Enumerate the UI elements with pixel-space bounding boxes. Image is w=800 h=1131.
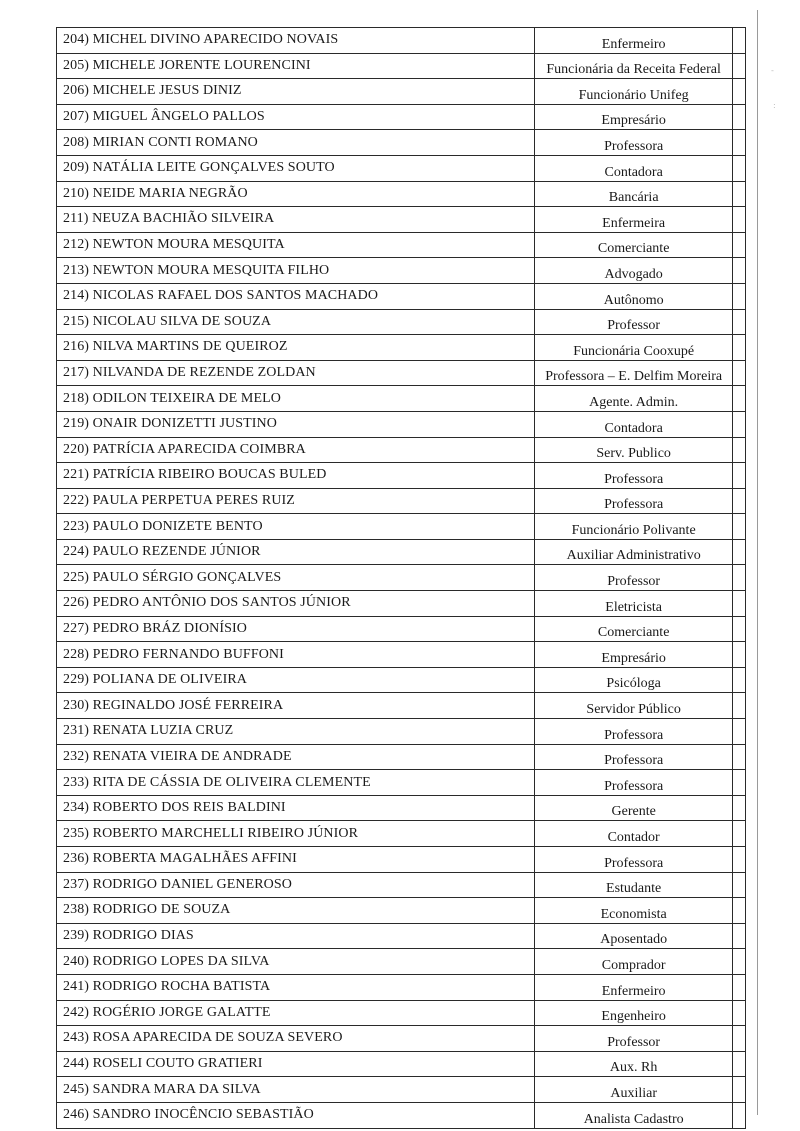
table-row bbox=[57, 667, 746, 693]
member-occupation-cell: Professor bbox=[535, 309, 733, 335]
table-row bbox=[57, 488, 746, 514]
member-name-cell: 215) NICOLAU SILVA DE SOUZA bbox=[57, 309, 535, 335]
empty-cell bbox=[732, 335, 745, 361]
member-occupation-cell: Enfermeiro bbox=[535, 974, 733, 1000]
empty-cell bbox=[732, 923, 745, 949]
empty-cell bbox=[732, 1102, 745, 1128]
member-name-cell: 224) PAULO REZENDE JÚNIOR bbox=[57, 539, 535, 565]
member-name-cell: 213) NEWTON MOURA MESQUITA FILHO bbox=[57, 258, 535, 284]
table-row bbox=[57, 283, 746, 309]
table-row bbox=[57, 386, 746, 412]
member-name-cell: 232) RENATA VIEIRA DE ANDRADE bbox=[57, 744, 535, 770]
member-name-cell: 236) ROBERTA MAGALHÃES AFFINI bbox=[57, 847, 535, 873]
empty-cell bbox=[732, 1000, 745, 1026]
member-occupation-cell: Professora bbox=[535, 488, 733, 514]
member-occupation-cell: Comprador bbox=[535, 949, 733, 975]
table-row bbox=[57, 28, 746, 54]
table-row bbox=[57, 923, 746, 949]
empty-cell bbox=[732, 155, 745, 181]
member-occupation-cell: Estudante bbox=[535, 872, 733, 898]
empty-cell bbox=[732, 1077, 745, 1103]
table-row bbox=[57, 1077, 746, 1103]
member-name-cell: 211) NEUZA BACHIÃO SILVEIRA bbox=[57, 207, 535, 233]
table-row bbox=[57, 258, 746, 284]
member-name-cell: 208) MIRIAN CONTI ROMANO bbox=[57, 130, 535, 156]
table-row bbox=[57, 591, 746, 617]
empty-cell bbox=[732, 104, 745, 130]
member-occupation-cell: Contadora bbox=[535, 155, 733, 181]
empty-cell bbox=[732, 744, 745, 770]
table-row bbox=[57, 232, 746, 258]
member-occupation-cell: Servidor Público bbox=[535, 693, 733, 719]
table-row bbox=[57, 514, 746, 540]
member-name-cell: 240) RODRIGO LOPES DA SILVA bbox=[57, 949, 535, 975]
member-occupation-cell: Contador bbox=[535, 821, 733, 847]
table-row bbox=[57, 335, 746, 361]
member-name-cell: 229) POLIANA DE OLIVEIRA bbox=[57, 667, 535, 693]
member-name-cell: 244) ROSELI COUTO GRATIERI bbox=[57, 1051, 535, 1077]
empty-cell bbox=[732, 360, 745, 386]
member-name-cell: 207) MIGUEL ÂNGELO PALLOS bbox=[57, 104, 535, 130]
roster-body bbox=[57, 28, 746, 1129]
page-edge-line bbox=[757, 10, 758, 1115]
member-name-cell: 212) NEWTON MOURA MESQUITA bbox=[57, 232, 535, 258]
member-occupation-cell: Enfermeiro bbox=[535, 28, 733, 54]
empty-cell bbox=[732, 821, 745, 847]
empty-cell bbox=[732, 79, 745, 105]
member-name-cell: 210) NEIDE MARIA NEGRÃO bbox=[57, 181, 535, 207]
table-row bbox=[57, 1051, 746, 1077]
table-row bbox=[57, 847, 746, 873]
member-occupation-cell: Psicóloga bbox=[535, 667, 733, 693]
empty-cell bbox=[732, 719, 745, 745]
member-occupation-cell: Enfermeira bbox=[535, 207, 733, 233]
member-name-cell: 242) ROGÉRIO JORGE GALATTE bbox=[57, 1000, 535, 1026]
member-occupation-cell: Comerciante bbox=[535, 616, 733, 642]
member-occupation-cell: Aux. Rh bbox=[535, 1051, 733, 1077]
member-name-cell: 220) PATRÍCIA APARECIDA COIMBRA bbox=[57, 437, 535, 463]
empty-cell bbox=[732, 539, 745, 565]
member-occupation-cell: Professora bbox=[535, 130, 733, 156]
table-row bbox=[57, 207, 746, 233]
member-occupation-cell: Economista bbox=[535, 898, 733, 924]
member-name-cell: 206) MICHELE JESUS DINIZ bbox=[57, 79, 535, 105]
member-occupation-cell: Engenheiro bbox=[535, 1000, 733, 1026]
member-occupation-cell: Professora bbox=[535, 463, 733, 489]
member-occupation-cell: Contadora bbox=[535, 411, 733, 437]
member-name-cell: 235) ROBERTO MARCHELLI RIBEIRO JÚNIOR bbox=[57, 821, 535, 847]
member-occupation-cell: Professora – E. Delfim Moreira bbox=[535, 360, 733, 386]
member-occupation-cell: Aposentado bbox=[535, 923, 733, 949]
table-row bbox=[57, 411, 746, 437]
empty-cell bbox=[732, 437, 745, 463]
table-row bbox=[57, 155, 746, 181]
table-row bbox=[57, 360, 746, 386]
member-name-cell: 238) RODRIGO DE SOUZA bbox=[57, 898, 535, 924]
empty-cell bbox=[732, 847, 745, 873]
empty-cell bbox=[732, 693, 745, 719]
member-name-cell: 245) SANDRA MARA DA SILVA bbox=[57, 1077, 535, 1103]
table-row bbox=[57, 79, 746, 105]
member-occupation-cell: Professor bbox=[535, 1026, 733, 1052]
table-row bbox=[57, 130, 746, 156]
member-occupation-cell: Funcionária Cooxupé bbox=[535, 335, 733, 361]
member-occupation-cell: Autônomo bbox=[535, 283, 733, 309]
empty-cell bbox=[732, 616, 745, 642]
table-row bbox=[57, 616, 746, 642]
member-name-cell: 246) SANDRO INOCÊNCIO SEBASTIÃO bbox=[57, 1102, 535, 1128]
member-occupation-cell: Professora bbox=[535, 770, 733, 796]
table-row bbox=[57, 949, 746, 975]
member-name-cell: 237) RODRIGO DANIEL GENEROSO bbox=[57, 872, 535, 898]
member-occupation-cell: Funcionário Polivante bbox=[535, 514, 733, 540]
empty-cell bbox=[732, 411, 745, 437]
member-occupation-cell: Agente. Admin. bbox=[535, 386, 733, 412]
member-name-cell: 231) RENATA LUZIA CRUZ bbox=[57, 719, 535, 745]
member-occupation-cell: Auxiliar Administrativo bbox=[535, 539, 733, 565]
member-occupation-cell: Auxiliar bbox=[535, 1077, 733, 1103]
member-name-cell: 218) ODILON TEIXEIRA DE MELO bbox=[57, 386, 535, 412]
table-row bbox=[57, 872, 746, 898]
scan-speck: - bbox=[771, 66, 774, 75]
member-name-cell: 233) RITA DE CÁSSIA DE OLIVEIRA CLEMENTE bbox=[57, 770, 535, 796]
member-name-cell: 223) PAULO DONIZETE BENTO bbox=[57, 514, 535, 540]
empty-cell bbox=[732, 667, 745, 693]
empty-cell bbox=[732, 207, 745, 233]
member-occupation-cell: Bancária bbox=[535, 181, 733, 207]
member-name-cell: 226) PEDRO ANTÔNIO DOS SANTOS JÚNIOR bbox=[57, 591, 535, 617]
member-name-cell: 241) RODRIGO ROCHA BATISTA bbox=[57, 974, 535, 1000]
table-row bbox=[57, 565, 746, 591]
empty-cell bbox=[732, 386, 745, 412]
member-occupation-cell: Empresário bbox=[535, 642, 733, 668]
table-row bbox=[57, 437, 746, 463]
empty-cell bbox=[732, 514, 745, 540]
member-name-cell: 214) NICOLAS RAFAEL DOS SANTOS MACHADO bbox=[57, 283, 535, 309]
member-occupation-cell: Professor bbox=[535, 565, 733, 591]
table-row bbox=[57, 53, 746, 79]
member-roster-table bbox=[56, 27, 746, 1129]
empty-cell bbox=[732, 130, 745, 156]
empty-cell bbox=[732, 283, 745, 309]
member-occupation-cell: Professora bbox=[535, 847, 733, 873]
member-occupation-cell: Eletricista bbox=[535, 591, 733, 617]
member-occupation-cell: Empresário bbox=[535, 104, 733, 130]
empty-cell bbox=[732, 591, 745, 617]
member-name-cell: 221) PATRÍCIA RIBEIRO BOUCAS BULED bbox=[57, 463, 535, 489]
table-row bbox=[57, 1000, 746, 1026]
empty-cell bbox=[732, 258, 745, 284]
table-row bbox=[57, 795, 746, 821]
empty-cell bbox=[732, 232, 745, 258]
member-name-cell: 222) PAULA PERPETUA PERES RUIZ bbox=[57, 488, 535, 514]
member-name-cell: 228) PEDRO FERNANDO BUFFONI bbox=[57, 642, 535, 668]
empty-cell bbox=[732, 795, 745, 821]
empty-cell bbox=[732, 974, 745, 1000]
member-name-cell: 227) PEDRO BRÁZ DIONÍSIO bbox=[57, 616, 535, 642]
table-row bbox=[57, 309, 746, 335]
member-name-cell: 209) NATÁLIA LEITE GONÇALVES SOUTO bbox=[57, 155, 535, 181]
member-occupation-cell: Comerciante bbox=[535, 232, 733, 258]
empty-cell bbox=[732, 53, 745, 79]
table-row bbox=[57, 744, 746, 770]
empty-cell bbox=[732, 770, 745, 796]
member-name-cell: 225) PAULO SÉRGIO GONÇALVES bbox=[57, 565, 535, 591]
member-occupation-cell: Professora bbox=[535, 719, 733, 745]
empty-cell bbox=[732, 872, 745, 898]
member-name-cell: 204) MICHEL DIVINO APARECIDO NOVAIS bbox=[57, 28, 535, 54]
member-name-cell: 216) NILVA MARTINS DE QUEIROZ bbox=[57, 335, 535, 361]
empty-cell bbox=[732, 181, 745, 207]
empty-cell bbox=[732, 1026, 745, 1052]
empty-cell bbox=[732, 949, 745, 975]
table-row bbox=[57, 1102, 746, 1128]
table-row bbox=[57, 1026, 746, 1052]
member-name-cell: 243) ROSA APARECIDA DE SOUZA SEVERO bbox=[57, 1026, 535, 1052]
table-row bbox=[57, 770, 746, 796]
table-row bbox=[57, 719, 746, 745]
empty-cell bbox=[732, 28, 745, 54]
member-name-cell: 234) ROBERTO DOS REIS BALDINI bbox=[57, 795, 535, 821]
empty-cell bbox=[732, 463, 745, 489]
empty-cell bbox=[732, 642, 745, 668]
empty-cell bbox=[732, 1051, 745, 1077]
table-row bbox=[57, 181, 746, 207]
member-occupation-cell: Funcionária da Receita Federal bbox=[535, 53, 733, 79]
table-row bbox=[57, 642, 746, 668]
member-name-cell: 205) MICHELE JORENTE LOURENCINI bbox=[57, 53, 535, 79]
member-occupation-cell: Gerente bbox=[535, 795, 733, 821]
member-occupation-cell: Advogado bbox=[535, 258, 733, 284]
empty-cell bbox=[732, 898, 745, 924]
empty-cell bbox=[732, 565, 745, 591]
member-name-cell: 230) REGINALDO JOSÉ FERREIRA bbox=[57, 693, 535, 719]
member-name-cell: 217) NILVANDA DE REZENDE ZOLDAN bbox=[57, 360, 535, 386]
empty-cell bbox=[732, 309, 745, 335]
member-occupation-cell: Analista Cadastro bbox=[535, 1102, 733, 1128]
table-row bbox=[57, 693, 746, 719]
member-name-cell: 219) ONAIR DONIZETTI JUSTINO bbox=[57, 411, 535, 437]
member-occupation-cell: Professora bbox=[535, 744, 733, 770]
table-row bbox=[57, 898, 746, 924]
table-row bbox=[57, 104, 746, 130]
scan-speck: : bbox=[773, 101, 776, 110]
member-occupation-cell: Serv. Publico bbox=[535, 437, 733, 463]
member-name-cell: 239) RODRIGO DIAS bbox=[57, 923, 535, 949]
member-occupation-cell: Funcionário Unifeg bbox=[535, 79, 733, 105]
table-row bbox=[57, 821, 746, 847]
empty-cell bbox=[732, 488, 745, 514]
table-row bbox=[57, 463, 746, 489]
table-row bbox=[57, 539, 746, 565]
table-row bbox=[57, 974, 746, 1000]
